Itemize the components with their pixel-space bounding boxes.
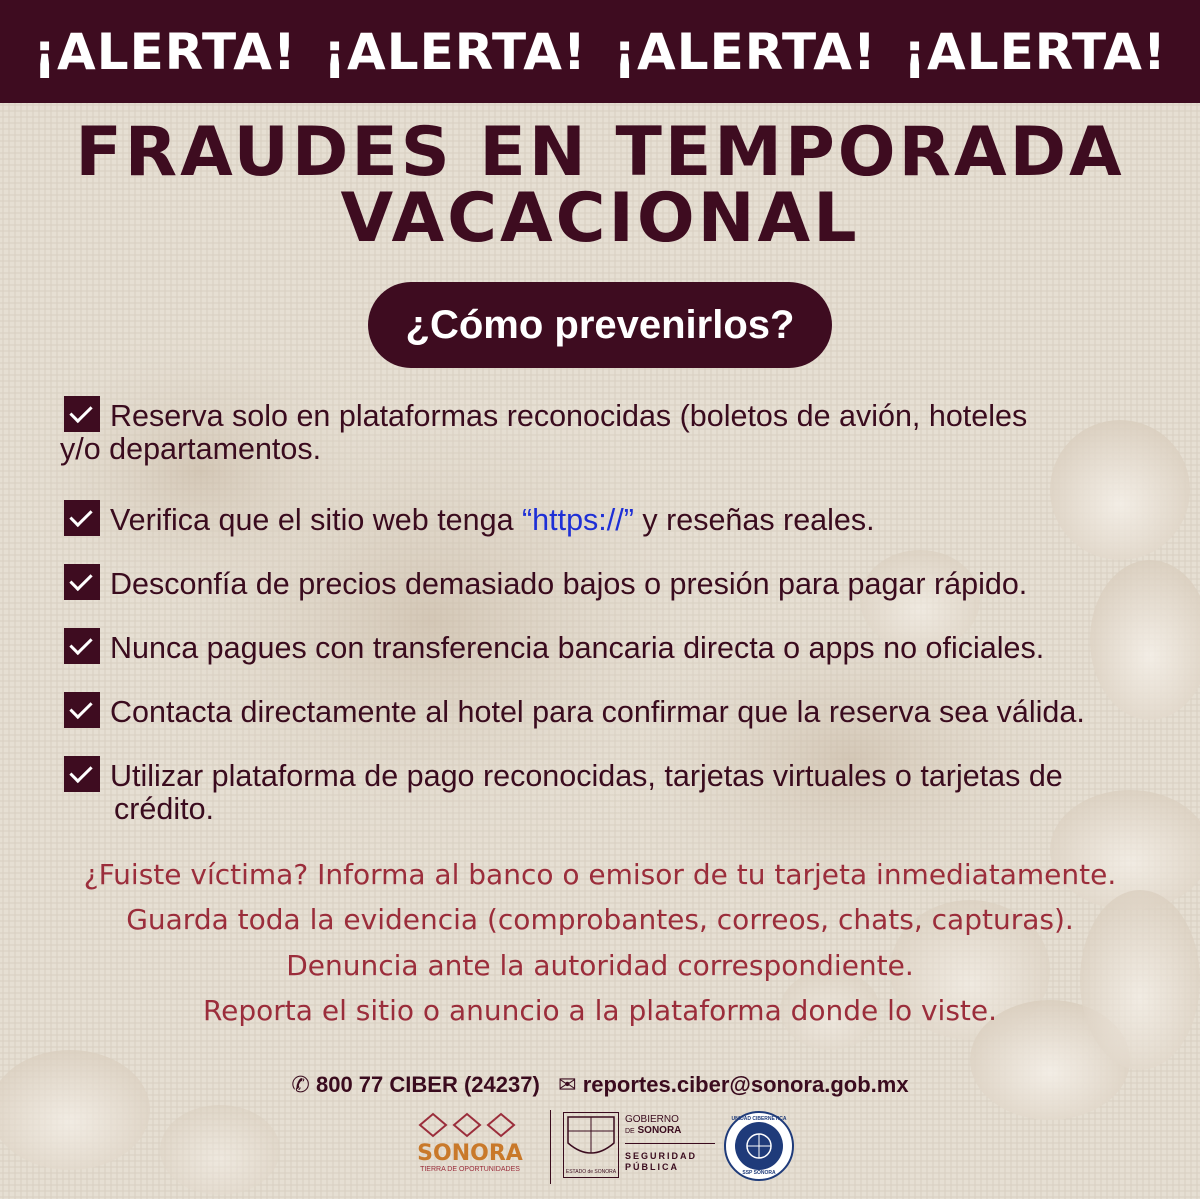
tip-text: Verifica que el sitio web tenga [110,503,523,537]
tip-text-cont: y/o departamentos. [60,432,322,466]
gobierno-sonora: SONORA [637,1125,682,1136]
checkbox-icon [64,500,100,536]
alert-text-3: ¡ALERTA! [613,22,877,81]
tip-text: Reserva solo en plataformas reconocidas (boletos de avión, hoteles [110,399,1028,433]
tip-item [60,628,1180,665]
divider [550,1110,551,1184]
tip-item [60,500,1180,537]
sonora-wordmark: SONORA [417,1141,523,1166]
sonora-tagline: TIERRA DE OPORTUNIDADES [420,1166,520,1173]
seguridad-text: SEGURIDAD [625,1151,698,1161]
cyber-unit-seal [723,1110,795,1182]
alert-banner [0,0,1200,103]
publica-text: PÚBLICA [625,1162,679,1172]
tip-text: Nunca pagues con transferencia bancaria directa o apps no oficiales. [110,631,1045,665]
alert-text-4: ¡ALERTA! [903,22,1167,81]
checkbox-icon [64,564,100,600]
checkbox-icon [64,628,100,664]
tip-item [60,756,1180,826]
contact-line [0,1072,1200,1098]
headline-line-1: FRAUDES EN TEMPORADA [75,113,1125,192]
checkbox-icon [64,692,100,728]
gobierno-sonora-logo [625,1114,715,1173]
advice-line-1: ¿Fuiste víctima? Informa al banco o emisor de tu tarjeta inmediatamente. [83,858,1117,891]
tip-text: Utilizar plataforma de pago reconocidas, tarjetas virtuales o tarjetas de [110,759,1063,793]
mail-icon: ✉ [558,1072,577,1097]
advice-line-4: Reporta el sitio o anuncio a la plataforma donde lo viste. [202,994,998,1027]
seal-ring-text: UNIDAD CIBERNÉTICA [731,1116,787,1122]
gobierno-text: GOBIERNO [625,1114,679,1125]
headline-line-2: VACACIONAL [340,179,860,258]
phone-number: 800 77 CIBER (24237) [315,1072,540,1097]
shield-caption: ESTADO de SONORA [565,1169,617,1175]
tip-item [60,564,1180,601]
tip-text: Desconfía de precios demasiado bajos o presión para pagar rápido. [110,567,1028,601]
seal-bottom-text: SSP SONORA [742,1170,776,1176]
tip-item [60,692,1180,729]
alert-text-1: ¡ALERTA! [33,22,297,81]
email-address: reportes.ciber@sonora.gob.mx [582,1072,909,1097]
footer-logos [405,1108,795,1188]
subtitle-pill: ¿Cómo prevenirlos? [368,282,832,368]
tip-text-end: y reseñas reales. [633,503,875,537]
https-text: “https://” [522,503,634,537]
sonora-pattern-icon [415,1112,525,1138]
alert-text-2: ¡ALERTA! [323,22,587,81]
advice-line-3: Denuncia ante la autoridad correspondiente. [286,949,914,982]
advice-line-2: Guarda toda la evidencia (comprobantes, correos, chats, capturas). [126,903,1074,936]
tip-text-cont: crédito. [114,792,215,826]
sonora-logo [405,1112,535,1182]
checkbox-icon [64,396,100,432]
tip-text: Contacta directamente al hotel para confirmar que la reserva sea válida. [110,695,1085,729]
tip-item [60,396,1180,466]
checkbox-icon [64,756,100,792]
state-shield-icon [563,1112,619,1178]
gobierno-de: DE [625,1128,635,1135]
phone-icon: ✆ [291,1072,310,1097]
